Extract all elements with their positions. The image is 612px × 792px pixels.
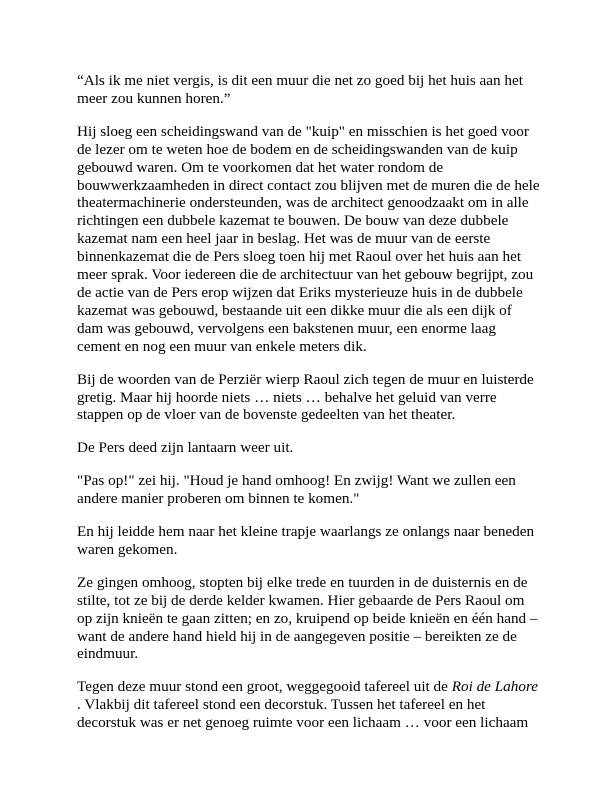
text-line: stappen op de vloer van de bovenste gedeelten van het theater. — [77, 406, 456, 424]
paragraph-7 — [77, 574, 540, 664]
text-line: cement en nog een muur van enkele meters dik. — [77, 337, 367, 355]
text-line: want de andere hand hield hij in de aangegeven positie – bereikten ze de — [77, 627, 517, 645]
text-line: gebouwd waren. Om te voorkomen dat het water rondom de — [77, 158, 444, 176]
text-line: andere manier proberen om binnen te komen." — [77, 490, 360, 508]
text-line: Ze gingen omhoog, stopten bij elke trede en tuurden in de duisternis en de — [77, 573, 528, 591]
paragraph-3 — [77, 371, 540, 425]
text-line: gretig. Maar hij hoorde niets … niets … behalve het geluid van verre — [77, 388, 497, 406]
text-line: stilte, tot ze bij de derde kelder kwamen. Hier gebaarde de Pers Raoul om — [77, 591, 525, 609]
text-line: de lezer om te weten hoe de bodem en de scheidingswanden van de kuip — [77, 140, 518, 158]
text-line: binnenkazemat die de Pers sloeg toen hij met Raoul over het huis aan het — [77, 248, 522, 266]
text-line: De Pers deed zijn lantaarn weer uit. — [77, 439, 294, 457]
text-line: richtingen een dubbele kazemat te bouwen. De bouw van deze dubbele — [77, 212, 509, 230]
text-line: theatermachinerie ondersteunden, was de architect genoodzaakt om in alle — [77, 194, 529, 212]
text-line: meer sprak. Voor iedereen die de architectuur van het gebouw begrijpt, zou — [77, 266, 534, 284]
paragraph-4 — [77, 439, 540, 457]
text-line: decorstuk was er net genoeg ruimte voor een lichaam … voor een lichaam — [77, 714, 529, 732]
text-line: Bij de woorden van de Perziër wierp Raoul zich tegen de muur en luisterde — [77, 370, 534, 388]
text-line: Tegen deze muur stond een groot, weggegooid tafereel uit de — [77, 678, 452, 696]
text-line: “Als ik me niet vergis, is dit een muur die net zo goed bij het huis aan het — [77, 72, 523, 89]
text-line: op zijn knieën te gaan zitten; en zo, kruipend op beide knieën en één hand – — [77, 609, 538, 627]
text-line: . Vlakbij dit tafereel stond een decorstuk. Tussen het tafereel en het — [77, 696, 486, 714]
text-line: eindmuur. — [77, 645, 139, 663]
text-line: waren gekomen. — [77, 540, 178, 558]
paragraph-8 — [77, 678, 540, 732]
text-line: de actie van de Pers erop wijzen dat Eriks mysterieuze huis in de dubbele — [77, 283, 523, 301]
paragraph-6 — [77, 523, 540, 559]
text-line: kazemat nam een heel jaar in beslag. Het was de muur van de eerste — [77, 230, 491, 248]
text-line: Hij sloeg een scheidingswand van de "kuip" en misschien is het goed voor — [77, 122, 529, 140]
paragraph-1 — [77, 72, 540, 108]
text-line: "Pas op!" zei hij. "Houd je hand omhoog! En zwijg! Want we zullen een — [77, 472, 516, 490]
text-line: dam was gebouwd, vervolgens een bakstenen muur, een enorme laag — [77, 319, 497, 337]
text-line: kazemat was gebouwd, bestaande uit een dikke muur die als een dijk of — [77, 301, 512, 319]
paragraph-5 — [77, 472, 540, 508]
text-line: meer zou kunnen horen.” — [77, 89, 231, 107]
text-line: bouwwerkzaamheden in direct contact zou blijven met de muren die de hele — [77, 176, 540, 194]
text-line: En hij leidde hem naar het kleine trapje waarlangs ze onlangs naar beneden — [77, 523, 535, 541]
italic-title: Roi de Lahore — [451, 678, 539, 696]
paragraph-2 — [77, 123, 540, 356]
